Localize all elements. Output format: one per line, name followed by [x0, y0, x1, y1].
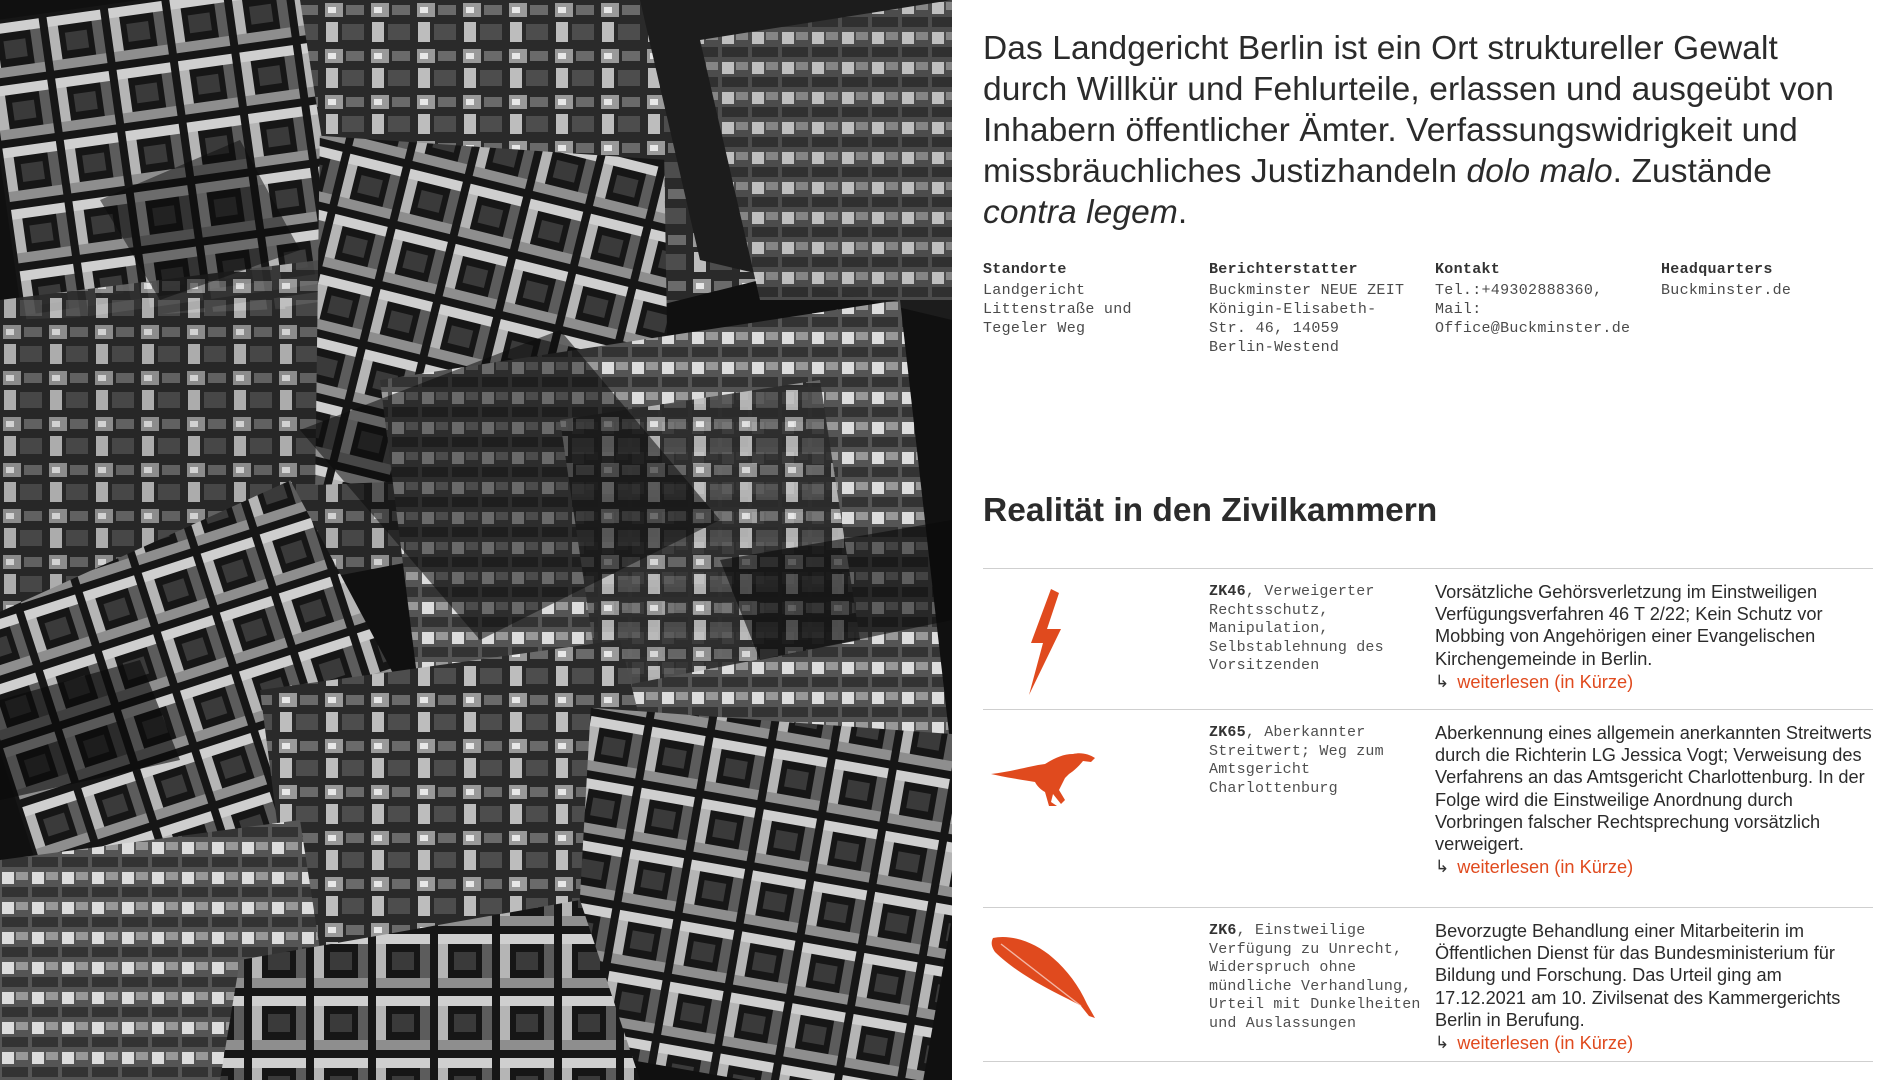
- info-headquarters: [1661, 260, 1861, 357]
- case-icon-cell: [983, 710, 1209, 907]
- lightning-bolt-icon: [1025, 589, 1065, 695]
- arrow-return-icon: ↳: [1435, 1033, 1450, 1053]
- case-label: ZK46, Verweigerter Rechtsschutz, Manipulation, Selbstablehnung des Vorsitzenden: [1209, 583, 1384, 675]
- main-content: [983, 0, 1873, 1080]
- case-text: Bevorzugte Behandlung einer Mitarbeiterin im Öffentlichen Dienst für das Bundesministerium für Bildung und Forschung. Das Urteil ging am 17.12.2021 am 10. Zivilsenat des Kammergerichts Berlin in Berufung.: [1435, 921, 1841, 1030]
- info-berichterstatter: [1209, 260, 1435, 357]
- info-title: Berichterstatter: [1209, 261, 1358, 278]
- arrow-return-icon: ↳: [1435, 671, 1450, 691]
- case-label: ZK65, Aberkannter Streitwert; Weg zum Amtsgericht Charlottenburg: [1209, 724, 1384, 797]
- case-row: [983, 709, 1873, 907]
- case-row: [983, 568, 1873, 709]
- info-text[interactable]: Tel.:+49302888360, Mail: Office@Buckminster.de: [1435, 282, 1631, 337]
- case-description: [1435, 710, 1873, 907]
- arrow-return-icon: ↳: [1435, 857, 1450, 877]
- info-grid: [983, 260, 1863, 357]
- case-text: Vorsätzliche Gehörsverletzung im Einstweiligen Verfügungsverfahren 46 T 2/22; Kein Schutz vor Mobbing von Angehörigen einer Evangelischen Kirchengemeinde in Berlin.: [1435, 582, 1823, 669]
- read-more-link[interactable]: ↳ weiterlesen (in Kürze): [1435, 1033, 1634, 1054]
- case-row: [983, 907, 1873, 1062]
- case-icon-cell: [983, 908, 1209, 1061]
- info-title: Standorte: [983, 261, 1067, 278]
- case-description: [1435, 908, 1873, 1061]
- info-kontakt: [1435, 260, 1661, 357]
- feather-icon: [991, 934, 1095, 1018]
- read-more-link[interactable]: ↳ weiterlesen (in Kürze): [1435, 857, 1634, 878]
- info-title: Kontakt: [1435, 261, 1501, 278]
- case-text: Aberkennung eines allgemein anerkannten Streitwerts durch die Richterin LG Jessica Vogt; Verweisung des Verfahrens an das Amtsgericht Charlottenburg. In der Folge wird die Einstweilige Anordnung durch Vorbringen falscher Rechtsprechung vorsätzlich verweigert.: [1435, 723, 1872, 855]
- case-description: [1435, 569, 1873, 709]
- case-list: [983, 568, 1873, 1062]
- intro-statement: Das Landgericht Berlin ist ein Ort struktureller Gewalt durch Willkür und Fehlurteile, erlassen und ausgeübt von Inhabern öffentlicher Ämter. Verfassungswidrigkeit und missbräuchliches Justizhandeln dolo malo. Zustände contra legem.: [983, 30, 1835, 231]
- info-text: Landgericht Littenstraße und Tegeler Weg: [983, 282, 1132, 337]
- read-more-link[interactable]: ↳ weiterlesen (in Kürze): [1435, 671, 1634, 692]
- case-icon-cell: [983, 569, 1209, 709]
- raptor-icon: [991, 748, 1095, 806]
- info-standorte: [983, 260, 1209, 357]
- section-title: Realität in den Zivilkammern: [983, 492, 1438, 529]
- info-text: Buckminster NEUE ZEIT Königin-Elisabeth- Str. 46, 14059 Berlin-Westend: [1209, 282, 1405, 356]
- case-label: ZK6, Einstweilige Verfügung zu Unrecht, Widerspruch ohne mündliche Verhandlung, Urteil mit Dunkelheiten und Auslassungen: [1209, 922, 1421, 1032]
- info-title: Headquarters: [1661, 261, 1773, 278]
- headquarters-link[interactable]: Buckminster.de: [1661, 282, 1792, 299]
